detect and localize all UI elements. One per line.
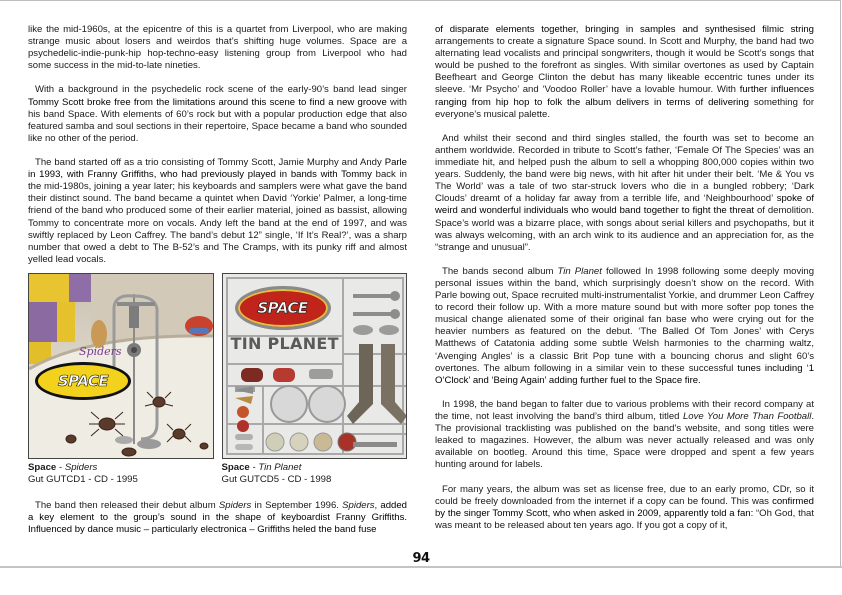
caption-title: Spiders [64, 461, 98, 473]
paragraph-text: The band started off as a trio consisting of Tommy Scott, Jamie Murphy and Andy [35, 157, 385, 169]
paragraph-text: For many years, the album was set as license free, due to an early promo, CDr, so it could be freely downloaded from the internet if a copy can be found. This was [435, 483, 814, 507]
caption-artist: Space [221, 461, 250, 473]
paragraph-text: . The provisional tracklisting was published on the band’s website, and song titles were leaked to magazines. However, the album was never actually released and was only available on bootleg. Around this time, Space were dropped and spent a few years hunting around for labels. [435, 411, 814, 471]
album-cover-spiders [28, 273, 214, 459]
logo-text: SPACE [57, 371, 109, 390]
paragraph-text: spoke of weird and wonderful individuals who would band together to fight the threat [435, 193, 815, 217]
paragraph-text: “Oh God, that was meant to be released about ten years ago. If you got a copy of it, [435, 507, 814, 531]
paragraph-text: followed In 1998 following some deeply moving personal issues within the band, which surprisingly doesn’t show on the record. With Parle bowing out, Space recruited multi-instrumentalist Yorkie, and drummer Leon Caffrey to record their follow up. With a more mature sound but with more softer pop tones the musical change alienated some of their original fan base who were crying out for the heavier numbers as featured on the debut. ‘The Balled Of Tom Jones’ with Cerys Matthews of Catatonia adding some subtle Welsh harmonies to the charming waltz, ‘Avenging Angles’ is a classic Brit Pop tune with a bouncing chorus and slight 60’s overtones. The album following in a similar vein to these successful [435, 265, 815, 374]
caption-separator: - [249, 461, 259, 473]
album-title-inline: Spiders [342, 499, 375, 511]
paragraph-text: tunes including ‘1 O’Clock’ and ‘Being Again’ adding further fuel to the Space fire. [435, 362, 814, 386]
caption-tin-planet [222, 462, 408, 486]
caption-details: Gut GUTCD1 - CD - 1995 [28, 473, 138, 485]
caption-title: Tin Planet [258, 461, 302, 473]
paragraph-text: added a key element to the group’s sound in the shape of keyboardist Franny Griffiths. Influenced by dance music – particularly electronica – Griffiths heled the band fuse [28, 499, 407, 536]
caption-artist: Space [28, 461, 57, 473]
paragraph [435, 484, 814, 532]
tin-planet-cover-title: TIN PLANET [230, 333, 339, 353]
paragraph-text: Parle in 1993, with Franny Griffiths, who had previously played in bands with Tommy [28, 157, 407, 181]
paragraph-text: The band then released their debut album [35, 499, 219, 511]
left-column [28, 24, 407, 548]
paragraph [28, 84, 407, 144]
paragraph [435, 24, 814, 121]
paragraph-text: in September 1996. [251, 499, 343, 511]
caption-separator: - [56, 461, 65, 473]
paragraph-text: with his band Space. With elements of 60’s rock but with a popular production edge that also featured samba and soul sections in their repertoire, Space became a band who sounded like no other of the period. [28, 96, 407, 144]
album-captions [28, 462, 407, 486]
paragraph-text: With a background in the psychedelic rock scene of the early-90’s band lead singer [35, 84, 407, 96]
paragraph [28, 157, 407, 266]
paragraph-text: of demolition. Space’s world was a bizarre place, with songs about serial killers and psychopaths, but it was always welcoming, with an arch wink to its audience and an appreciation for, as the “strange and unusual”. [435, 205, 814, 253]
tin-planet-space-logo [235, 286, 331, 330]
paragraph-text: And whilst their second and third singles stalled, the fourth was set to become an anthem worldwide. Recorded in tribute to Scott’s father, ‘Female Of The Species’ was an immediate hit, and helped push the album to sell a whopping 800,000 copies within two years. Suddenly, the band were big news, with hit after hit under their belt. ‘Me & You vs The World’ was a tale of two star-struck lovers who die in a bungled robbery; ‘Dark Clouds’ dreamt of a holiday far away from a terrible life, and ‘Neighbourhood’ [435, 132, 814, 205]
caption-details: Gut GUTCD5 - CD - 1998 [221, 473, 332, 485]
spiders-space-logo [35, 362, 131, 400]
paragraph-text: of disparate elements together, bringing in samples and synthesised filmic string [435, 24, 814, 35]
page-number: 94 [412, 551, 430, 566]
paragraph [435, 133, 814, 254]
paragraph-text: In 1998, the band began to falter due to various problems with their record company at the time, not least involving the band’s third album, titled [435, 398, 814, 422]
album-title-inline: Tin Planet [557, 265, 602, 277]
caption-spiders [28, 462, 214, 486]
album-cover-tin-planet [222, 273, 408, 459]
paragraph [28, 24, 407, 72]
paragraph-text: back in the mid-1980s, joining a year later; his keyboards and samplers were what gave the band their distinct sound. The band became a quintet when David ‘Yorkie’ Palmer, a long-time friend of the band who produced some of their earlier material, joined as bassist, allowing Tommy to concentrate more on vocals. Andy left the band at the end of 1997, and was swiftly replaced by Leon Caffrey. The band’s debut 12” single, ‘If It’s Real?’, was a sharp number that owed a debt to The B-52’s and The Cramps, with its punky riff and almost yelled lead vocals. [28, 169, 407, 265]
paragraph [435, 399, 814, 472]
paragraph-text: Tommy Scott broke free from the limitations around this scene to find a new groove [28, 96, 387, 108]
spiders-script-title: Spiders [79, 344, 122, 358]
album-title-inline: Spiders [218, 499, 252, 511]
footer-rule [0, 566, 842, 568]
paragraph-text: The bands second album [442, 265, 558, 277]
album-covers [28, 273, 407, 459]
album-title-inline: Love You More Than Football [682, 411, 812, 422]
paragraph-text: like the mid-1960s, at the epicentre of this is a quartet from Liverpool, who are making strange music about losers and weirdos that’s shifting huge volumes. Space are a psychedelic-indie-punk-hip hop-techno-easy listening group from Liverpool who had some success in the mid-to-late nineties. [28, 24, 407, 72]
paragraph-text: arrangements to create a signature Space sound. In Scott and Murphy, the band had two alternating lead vocalists and principal songwriters, though it would be Scott’s songs that would be pushed to the forefront as singles. With similar overtones as used by Captain Beefheart and George Clinton the debut has many likeable eccentric tunes under its sleeve. ‘Mr Psycho’ and ‘Voodoo Roller’ have a lovable humour. With [435, 36, 814, 96]
paragraph-text: confirmed by the singer Tommy Scott, who when asked in 2009, apparently told a fan: [435, 495, 814, 519]
paragraph [28, 500, 407, 536]
paragraph [435, 266, 814, 387]
right-column [435, 24, 814, 544]
paragraph-text: further influences ranging from hip hop to folk the album delivers in terms of delivering [435, 84, 814, 108]
logo-text: SPACE [257, 298, 308, 317]
paragraph-text: something for everyone’s musical palette. [435, 96, 814, 120]
paragraph-text: , [374, 499, 381, 511]
